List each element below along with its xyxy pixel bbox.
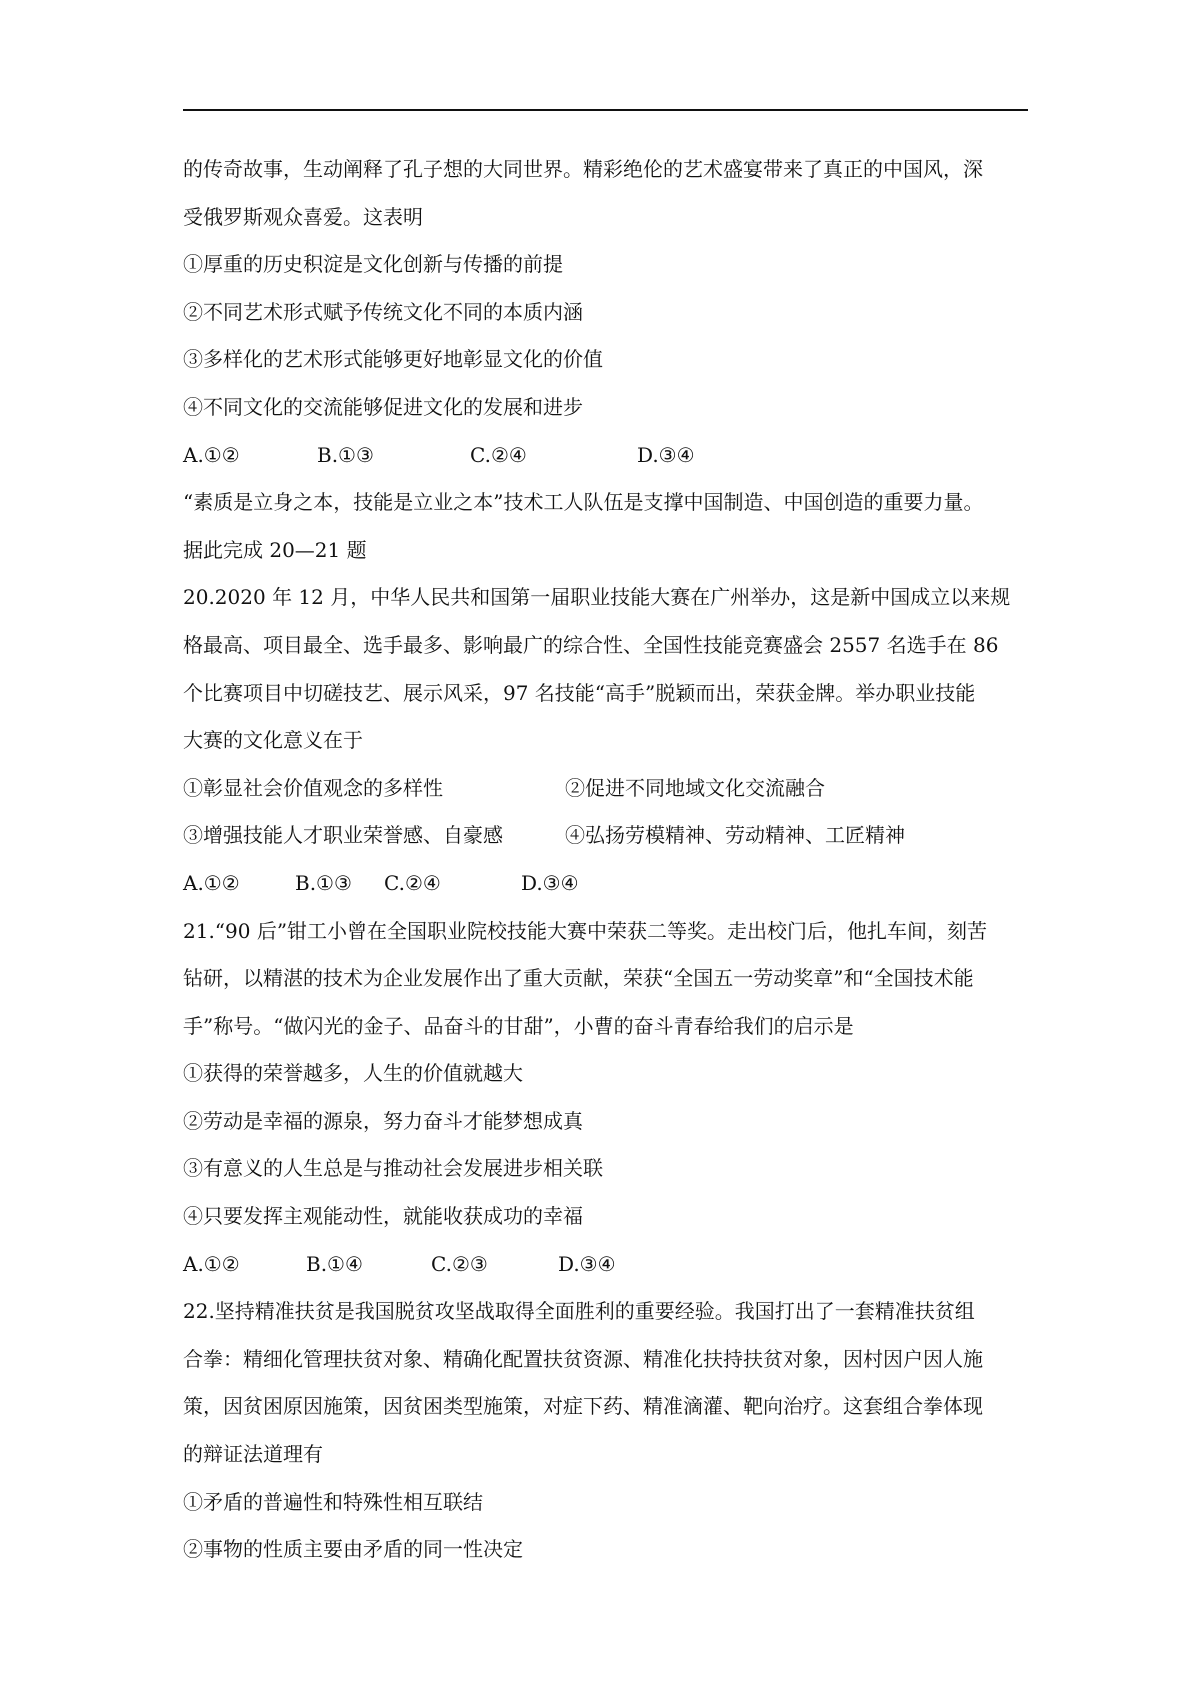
answer-options: [183, 860, 1033, 908]
statement-2: ②不同艺术形式赋予传统文化不同的本质内涵: [183, 299, 583, 324]
statement-2: ②促进不同地域文化交流融合: [565, 775, 825, 800]
statement-row: [183, 765, 1033, 813]
option-c[interactable]: C.②④: [470, 442, 527, 467]
option-c[interactable]: C.②④: [384, 870, 441, 895]
option-b[interactable]: B.①③: [317, 442, 374, 467]
statement-3: ③多样化的艺术形式能够更好地彰显文化的价值: [183, 347, 603, 372]
shared-material: [183, 479, 1033, 574]
statement-2: ②事物的性质主要由矛盾的同一性决定: [183, 1537, 523, 1562]
question-21: [183, 908, 1033, 1289]
material-text: “素质是立身之本，技能是立业之本”技术工人队伍是支撑中国制造、中国创造的重要力量。: [183, 490, 984, 515]
statement-3: ③有意义的人生总是与推动社会发展进步相关联: [183, 1156, 603, 1181]
question-text: 的传奇故事，生动阐释了孔子想的大同世界。精彩绝伦的艺术盛宴带来了真正的中国风，深: [183, 157, 983, 181]
question-19: [183, 146, 1033, 479]
question-text: 个比赛项目中切磋技艺、展示风采，97 名技能“高手”脱颖而出，荣获金牌。举办职业技能: [183, 680, 976, 705]
statement-2: ②劳动是幸福的源泉，努力奋斗才能梦想成真: [183, 1108, 583, 1133]
statement-1: ①矛盾的普遍性和特殊性相互联结: [183, 1489, 483, 1514]
option-c[interactable]: C.②③: [431, 1251, 488, 1276]
question-text: 受俄罗斯观众喜爱。这表明: [183, 204, 423, 229]
question-text: 22.坚持精准扶贫是我国脱贫攻坚战取得全面胜利的重要经验。我国打出了一套精准扶贫组: [183, 1299, 975, 1324]
answer-options: [183, 432, 1033, 480]
question-text: 策，因贫困原因施策，因贫困类型施策，对症下药、精准滴灌、靶向治疗。这套组合拳体现: [183, 1394, 983, 1419]
option-a[interactable]: A.①②: [183, 1251, 240, 1276]
question-text: 20.2020 年 12 月，中华人民共和国第一届职业技能大赛在广州举办，这是新中国成立以来规: [183, 585, 1011, 610]
question-22: [183, 1288, 1033, 1574]
statement-4: ④只要发挥主观能动性，就能收获成功的幸福: [183, 1204, 583, 1229]
option-b[interactable]: B.①④: [306, 1251, 363, 1276]
question-20: [183, 574, 1033, 907]
option-d[interactable]: D.③④: [558, 1251, 616, 1276]
option-d[interactable]: D.③④: [521, 870, 579, 895]
option-a[interactable]: A.①②: [183, 442, 240, 467]
statement-4: ④弘扬劳模精神、劳动精神、工匠精神: [565, 823, 905, 848]
question-text: 大赛的文化意义在于: [183, 728, 363, 753]
document-body: [183, 146, 1033, 1574]
material-text: 据此完成 20—21 题: [183, 537, 367, 562]
question-text: 21.“90 后”钳工小曾在全国职业院校技能大赛中荣获二等奖。走出校门后，他扎车间，刻苦: [183, 918, 988, 943]
question-text: 手”称号。“做闪光的金子、品奋斗的甘甜”，小曹的奋斗青春给我们的启示是: [183, 1013, 854, 1038]
question-text: 格最高、项目最全、选手最多、影响最广的综合性、全国性技能竞赛盛会 2557 名选手在 86: [183, 632, 999, 657]
statement-row: [183, 812, 1033, 860]
statement-1: ①获得的荣誉越多，人生的价值就越大: [183, 1061, 523, 1086]
answer-options: [183, 1241, 1033, 1289]
option-a[interactable]: A.①②: [183, 870, 240, 895]
statement-4: ④不同文化的交流能够促进文化的发展和进步: [183, 394, 583, 419]
header-rule: [183, 109, 1028, 111]
question-text: 合拳：精细化管理扶贫对象、精确化配置扶贫资源、精准化扶持扶贫对象，因村因户因人施: [183, 1346, 983, 1371]
option-d[interactable]: D.③④: [637, 442, 695, 467]
statement-1: ①彰显社会价值观念的多样性: [183, 775, 443, 800]
question-text: 的辩证法道理有: [183, 1442, 323, 1467]
question-text: 钻研，以精湛的技术为企业发展作出了重大贡献，荣获“全国五一劳动奖章”和“全国技术能: [183, 966, 974, 991]
statement-1: ①厚重的历史积淀是文化创新与传播的前提: [183, 252, 563, 277]
statement-3: ③增强技能人才职业荣誉感、自豪感: [183, 823, 503, 848]
option-b[interactable]: B.①③: [295, 870, 352, 895]
